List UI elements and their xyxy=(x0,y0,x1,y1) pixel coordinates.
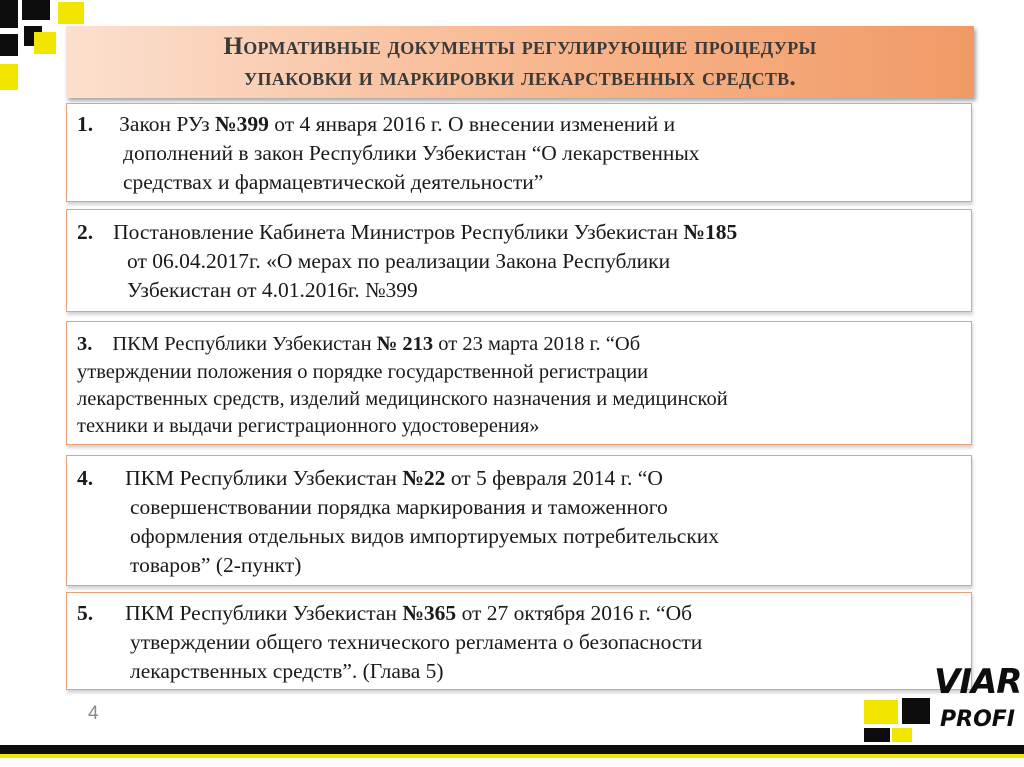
document-item-1 xyxy=(66,103,972,202)
item-1-first-line xyxy=(77,110,971,139)
document-item-4 xyxy=(66,455,972,586)
item-3-rest: утверждении положения о порядке государственной регистрации лекарственных средств, изделий медицинского назначения и медицинской техники и выдачи регистрационного удостоверения» xyxy=(77,361,728,437)
footer-bar-black xyxy=(0,745,1024,754)
title-line-2: упаковки и маркировки лекарственных средств. xyxy=(243,64,797,91)
item-number: 1. xyxy=(77,112,94,136)
logo-line-2: PROFI xyxy=(940,707,1015,732)
document-item-2 xyxy=(66,209,972,312)
viar-profi-logo xyxy=(862,662,1022,744)
item-number: 3. xyxy=(77,333,93,355)
item-4-rest: совершенствовании порядка маркирования и таможенного оформления отдельных видов импортируемых потребительских товаров” (2-пункт) xyxy=(130,495,720,577)
item-3-first-line xyxy=(77,330,971,359)
item-number: 2. xyxy=(77,220,94,244)
logo-line-1: VIAR xyxy=(934,662,1022,702)
item-5-first-line xyxy=(77,599,971,628)
item-4-first-line xyxy=(77,464,971,493)
document-item-5 xyxy=(66,592,972,690)
item-2-rest: от 06.04.2017г. «О мерах по реализации Закона Республики Узбекистан от 4.01.2016г. №399 xyxy=(127,249,671,302)
document-number: №399 xyxy=(215,112,269,136)
document-number: №22 xyxy=(402,466,446,490)
item-text: ПКМ Республики Узбекистан xyxy=(125,466,403,490)
footer-bar-yellow xyxy=(0,754,1024,758)
page-title xyxy=(80,31,960,93)
item-2-first-line xyxy=(77,218,971,247)
item-text: ПКМ Республики Узбекистан xyxy=(112,333,377,355)
item-number: 4. xyxy=(77,466,94,490)
item-text: от 4 января 2016 г. О внесении изменений и xyxy=(268,112,676,136)
document-item-3 xyxy=(66,321,972,445)
item-text: Постановление Кабинета Министров Республики Узбекистан xyxy=(113,220,684,244)
item-text: от 23 марта 2018 г. “Об xyxy=(433,333,641,355)
document-number: №365 xyxy=(402,601,457,625)
title-line-1: Нормативные документы регулирующие процедуры xyxy=(223,33,817,60)
title-banner xyxy=(66,26,974,98)
item-text: ПКМ Республики Узбекистан xyxy=(125,601,403,625)
item-text: от 27 октября 2016 г. “Об xyxy=(456,601,693,625)
item-5-rest: утверждении общего технического регламента о безопасности лекарственных средств”. (Глава 5) xyxy=(130,630,703,683)
document-number: №185 xyxy=(683,220,738,244)
item-text: Закон РУз xyxy=(119,112,216,136)
item-number: 5. xyxy=(77,601,94,625)
item-text: от 5 февраля 2014 г. “О xyxy=(445,466,663,490)
document-number: № 213 xyxy=(376,333,434,355)
item-1-rest: дополнений в закон Республики Узбекистан “О лекарственных средствах и фармацевтической деятельности” xyxy=(123,141,700,194)
page-number: 4 xyxy=(88,703,99,724)
